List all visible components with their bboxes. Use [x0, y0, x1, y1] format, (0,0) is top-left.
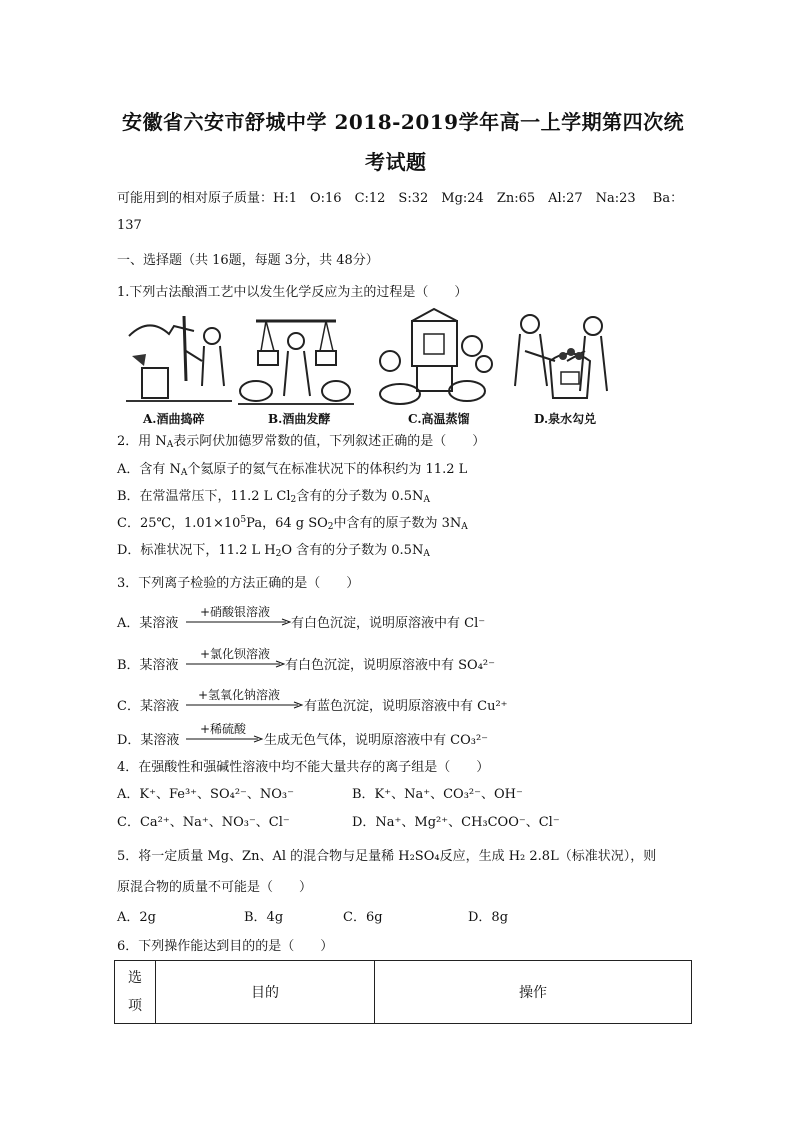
q3-option-a-result: 有白色沉淀，说明原溶液中有 Cl⁻ — [291, 616, 486, 631]
q1-caption-c: C.高温蒸馏 — [408, 412, 470, 426]
q6-table-header-row — [115, 961, 692, 1024]
q3-option-d-result: 生成无色气体，说明原溶液中有 CO₃²⁻ — [264, 733, 489, 748]
q3-option-c-arrow-icon — [186, 701, 304, 709]
q6-stem: 6．下列操作能达到目的的是（ ） — [117, 939, 334, 954]
q5-option-d: D．8g — [468, 910, 509, 925]
q3-option-b-arrow-icon — [186, 660, 286, 668]
q1-image-a-pounding-icon — [124, 306, 234, 412]
q2-stem: 2．用 $N_A$表示阿伏加德罗常数的值，下列叙述正确的是（ ） — [117, 434, 486, 450]
q5-option-b: B．4g — [244, 910, 284, 925]
q3-option-a-arrow-icon — [186, 618, 292, 626]
q6-header-operation: 操作 — [375, 961, 692, 1024]
q2-option-d: D．标准状况下，11.2 L $H_2O$ 含有的分子数为 $0.5N_A$ — [117, 543, 430, 559]
q2-option-a: A．含有 $N_A$个氦原子的氦气在标准状况下的体积约为 11.2 L — [117, 462, 468, 478]
q6-header-purpose: 目的 — [156, 961, 375, 1024]
q1-caption-a: A.酒曲捣碎 — [143, 412, 205, 426]
q3-option-a-reagent: +硝酸银溶液 — [200, 605, 271, 619]
q4-option-b: B．K⁺、Na⁺、CO₃²⁻、OH⁻ — [352, 787, 523, 802]
q3-option-c-reagent: +氢氧化钠溶液 — [198, 688, 281, 702]
q3-option-d-arrow-icon — [186, 735, 264, 743]
q4-option-d: D．Na⁺、Mg²⁺、CH₃COO⁻、Cl⁻ — [352, 815, 560, 830]
q4-stem: 4．在强酸性和强碱性溶液中均不能大量共存的离子组是（ ） — [117, 760, 490, 775]
q3-option-a-prefix: A．某溶液 — [117, 616, 179, 631]
q3-option-c-prefix: C．某溶液 — [117, 699, 179, 714]
document-title-line2: 考试题 — [365, 150, 427, 174]
q3-option-b-result: 有白色沉淀，说明原溶液中有 SO₄²⁻ — [285, 658, 495, 673]
q1-image-c-distillation-icon — [372, 306, 497, 412]
q3-option-b-reagent: +氯化钡溶液 — [200, 647, 271, 661]
q5-option-c: C．6g — [343, 910, 383, 925]
q1-caption-d: D.泉水勾兑 — [534, 412, 597, 426]
atomic-masses-line1: 可能用到的相对原子质量：H:1 O:16 C:12 S:32 Mg:24 Zn:65 Al:27 Na:23 Ba： — [117, 191, 684, 206]
q3-option-d-reagent: +稀硫酸 — [200, 722, 247, 736]
atomic-masses-line2: 137 — [117, 218, 142, 233]
document-title-line1: 安徽省六安市舒城中学 2018-2019学年高一上学期第四次统 — [122, 110, 685, 134]
q1-image-b-fermentation-icon — [236, 306, 356, 412]
q4-option-a: A．K⁺、Fe³⁺、SO₄²⁻、NO₃⁻ — [117, 787, 294, 802]
q3-stem: 3．下列离子检验的方法正确的是（ ） — [117, 576, 360, 591]
q2-option-b: B．在常温常压下，11.2 L $Cl_2$含有的分子数为 $0.5N_A$ — [117, 489, 430, 505]
q3-option-d-prefix: D．某溶液 — [117, 733, 180, 748]
q5-option-a: A．2g — [117, 910, 156, 925]
q1-caption-b: B.酒曲发酵 — [268, 412, 331, 426]
q4-option-c: C．Ca²⁺、Na⁺、NO₃⁻、Cl⁻ — [117, 815, 290, 830]
q5-stem-line1: 5．将一定质量 Mg、Zn、Al 的混合物与足量稀 H₂SO₄反应，生成 H₂ 2.8L（标准状况），则 — [117, 849, 657, 864]
q6-header-option: 选 项 — [115, 961, 156, 1024]
q6-table — [114, 960, 692, 1024]
q1-image-d-water-blending-icon — [505, 306, 615, 412]
q3-option-b-prefix: B．某溶液 — [117, 658, 179, 673]
section-heading: 一、选择题（共 16题，每题 3分，共 48分） — [117, 253, 379, 268]
q3-option-c-result: 有蓝色沉淀，说明原溶液中有 Cu²⁺ — [304, 699, 508, 714]
q5-stem-line2: 原混合物的质量不可能是（ ） — [117, 880, 313, 895]
q1-stem: 1.下列古法酿酒工艺中以发生化学反应为主的过程是（ ） — [117, 285, 468, 300]
q2-option-c: C．25℃，$1.01\times 10^5Pa$，64 g $SO_2$中含有的原子数为 $3N_A$ — [117, 515, 468, 532]
